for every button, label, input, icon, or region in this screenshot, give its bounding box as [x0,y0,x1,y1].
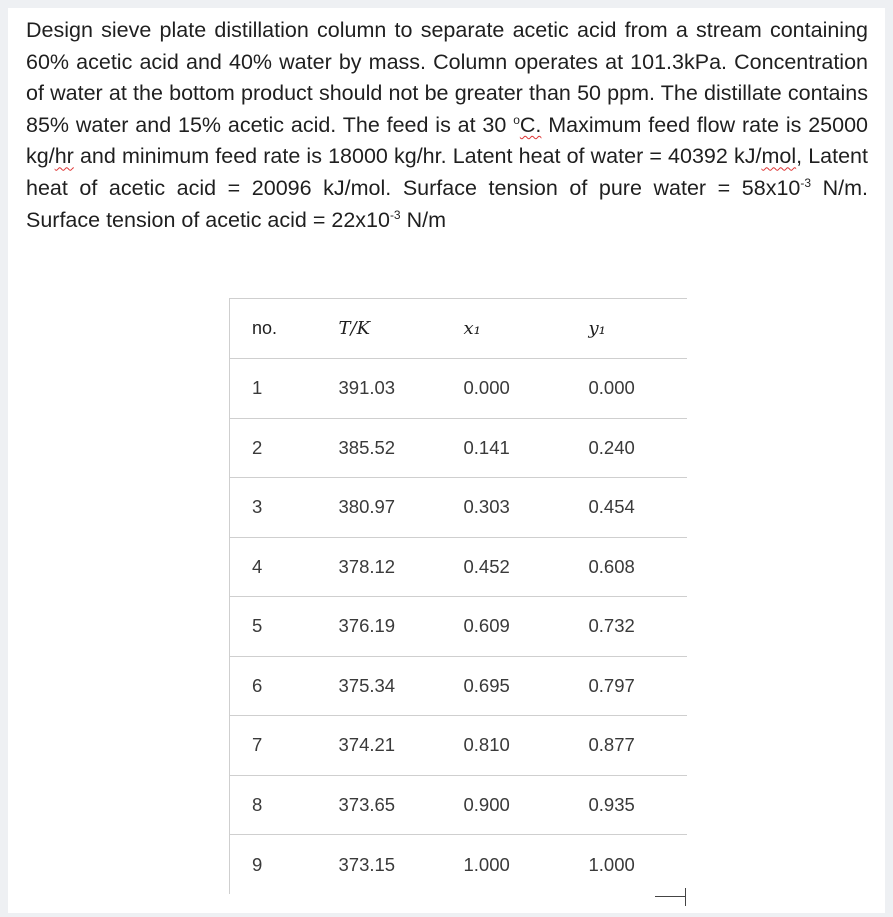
cell-temperature: 373.15 [338,853,396,875]
cell-x1: 0.695 [450,656,567,716]
cell-y1: 0.877 [567,716,687,776]
table-row [230,656,687,716]
cell-no: 3 [230,478,323,538]
cell-no: 6 [230,656,323,716]
table-header-row [230,299,687,359]
cell-y1: 1.000 [588,853,635,875]
problem-text-3: and minimum feed rate is 18000 kg/hr. Latent heat of water = 40392 kJ/ [73,144,762,169]
cell-x1: 0.810 [450,716,567,776]
cell-temperature: 373.65 [323,775,450,835]
table-row [230,775,687,835]
header-temperature: T/K [323,299,450,359]
problem-text-1: Design sieve plate distillation column to separate acetic acid from a stream containing 60% acetic acid and 40% water by mass. Column operates at 101.3kPa. Concentration of water at the bottom product should not be greater than 50 ppm. The distillate contains 85% water and 15% acetic acid. The feed is at 30 [26,18,868,137]
cell-temperature: 391.03 [323,359,450,419]
hr-unit: hr [54,144,74,169]
cell-temperature: 378.12 [323,537,450,597]
cell-no: 9 [230,835,323,895]
table-row [230,835,687,895]
header-x1: x₁ [450,299,567,359]
problem-text-2: Maximum feed flow rate is 25000 kg/ [26,112,869,169]
cell-no: 1 [230,359,323,419]
table-row [230,537,687,597]
cell-no: 7 [230,716,323,776]
cell-temperature: 375.34 [323,656,450,716]
header-y1: y₁ [567,299,687,359]
cell-y1: 0.000 [567,359,687,419]
table-corner-mark [655,896,685,897]
cell-y1: 0.454 [567,478,687,538]
table-row [230,716,687,776]
cell-x1: 0.900 [450,775,567,835]
cell-x1: 0.303 [450,478,567,538]
cell-x1: 0.609 [450,597,567,657]
table-row [230,359,687,419]
exponent-2: -3 [389,207,401,222]
cell-y1: 0.732 [567,597,687,657]
vle-data-table [229,298,687,894]
cell-no: 4 [230,537,323,597]
problem-statement [26,15,868,236]
cell-temperature: 376.19 [323,597,450,657]
problem-text-5: N/m. Surface tension of acetic acid = 22x10 [26,175,868,232]
cell-y1: 0.608 [567,537,687,597]
table-row [230,597,687,657]
cell-y1: 0.240 [567,418,687,478]
cell-y1: 0.935 [567,775,687,835]
cell-temperature: 380.97 [323,478,450,538]
exponent-1: -3 [800,175,812,190]
table-row [230,418,687,478]
mol-unit: mol [761,144,797,169]
cell-temperature: 385.52 [323,418,450,478]
table-row [230,478,687,538]
cell-x1: 0.141 [450,418,567,478]
cell-no: 8 [230,775,323,835]
celsius-unit: C. [519,112,542,137]
header-no: no. [230,299,323,359]
degree-sign: o [513,112,520,127]
cell-y1: 0.797 [567,656,687,716]
problem-text-6: N/m [400,207,446,232]
cell-x1: 1.000 [463,853,510,875]
problem-text-4: , Latent heat of acetic acid = 20096 kJ/mol. Surface tension of pure water = 58x10 [26,144,868,200]
cell-no: 2 [230,418,323,478]
text-cursor-mark [685,888,686,906]
cell-temperature: 374.21 [323,716,450,776]
cell-x1: 0.452 [450,537,567,597]
cell-x1: 0.000 [450,359,567,419]
cell-no: 5 [230,597,323,657]
